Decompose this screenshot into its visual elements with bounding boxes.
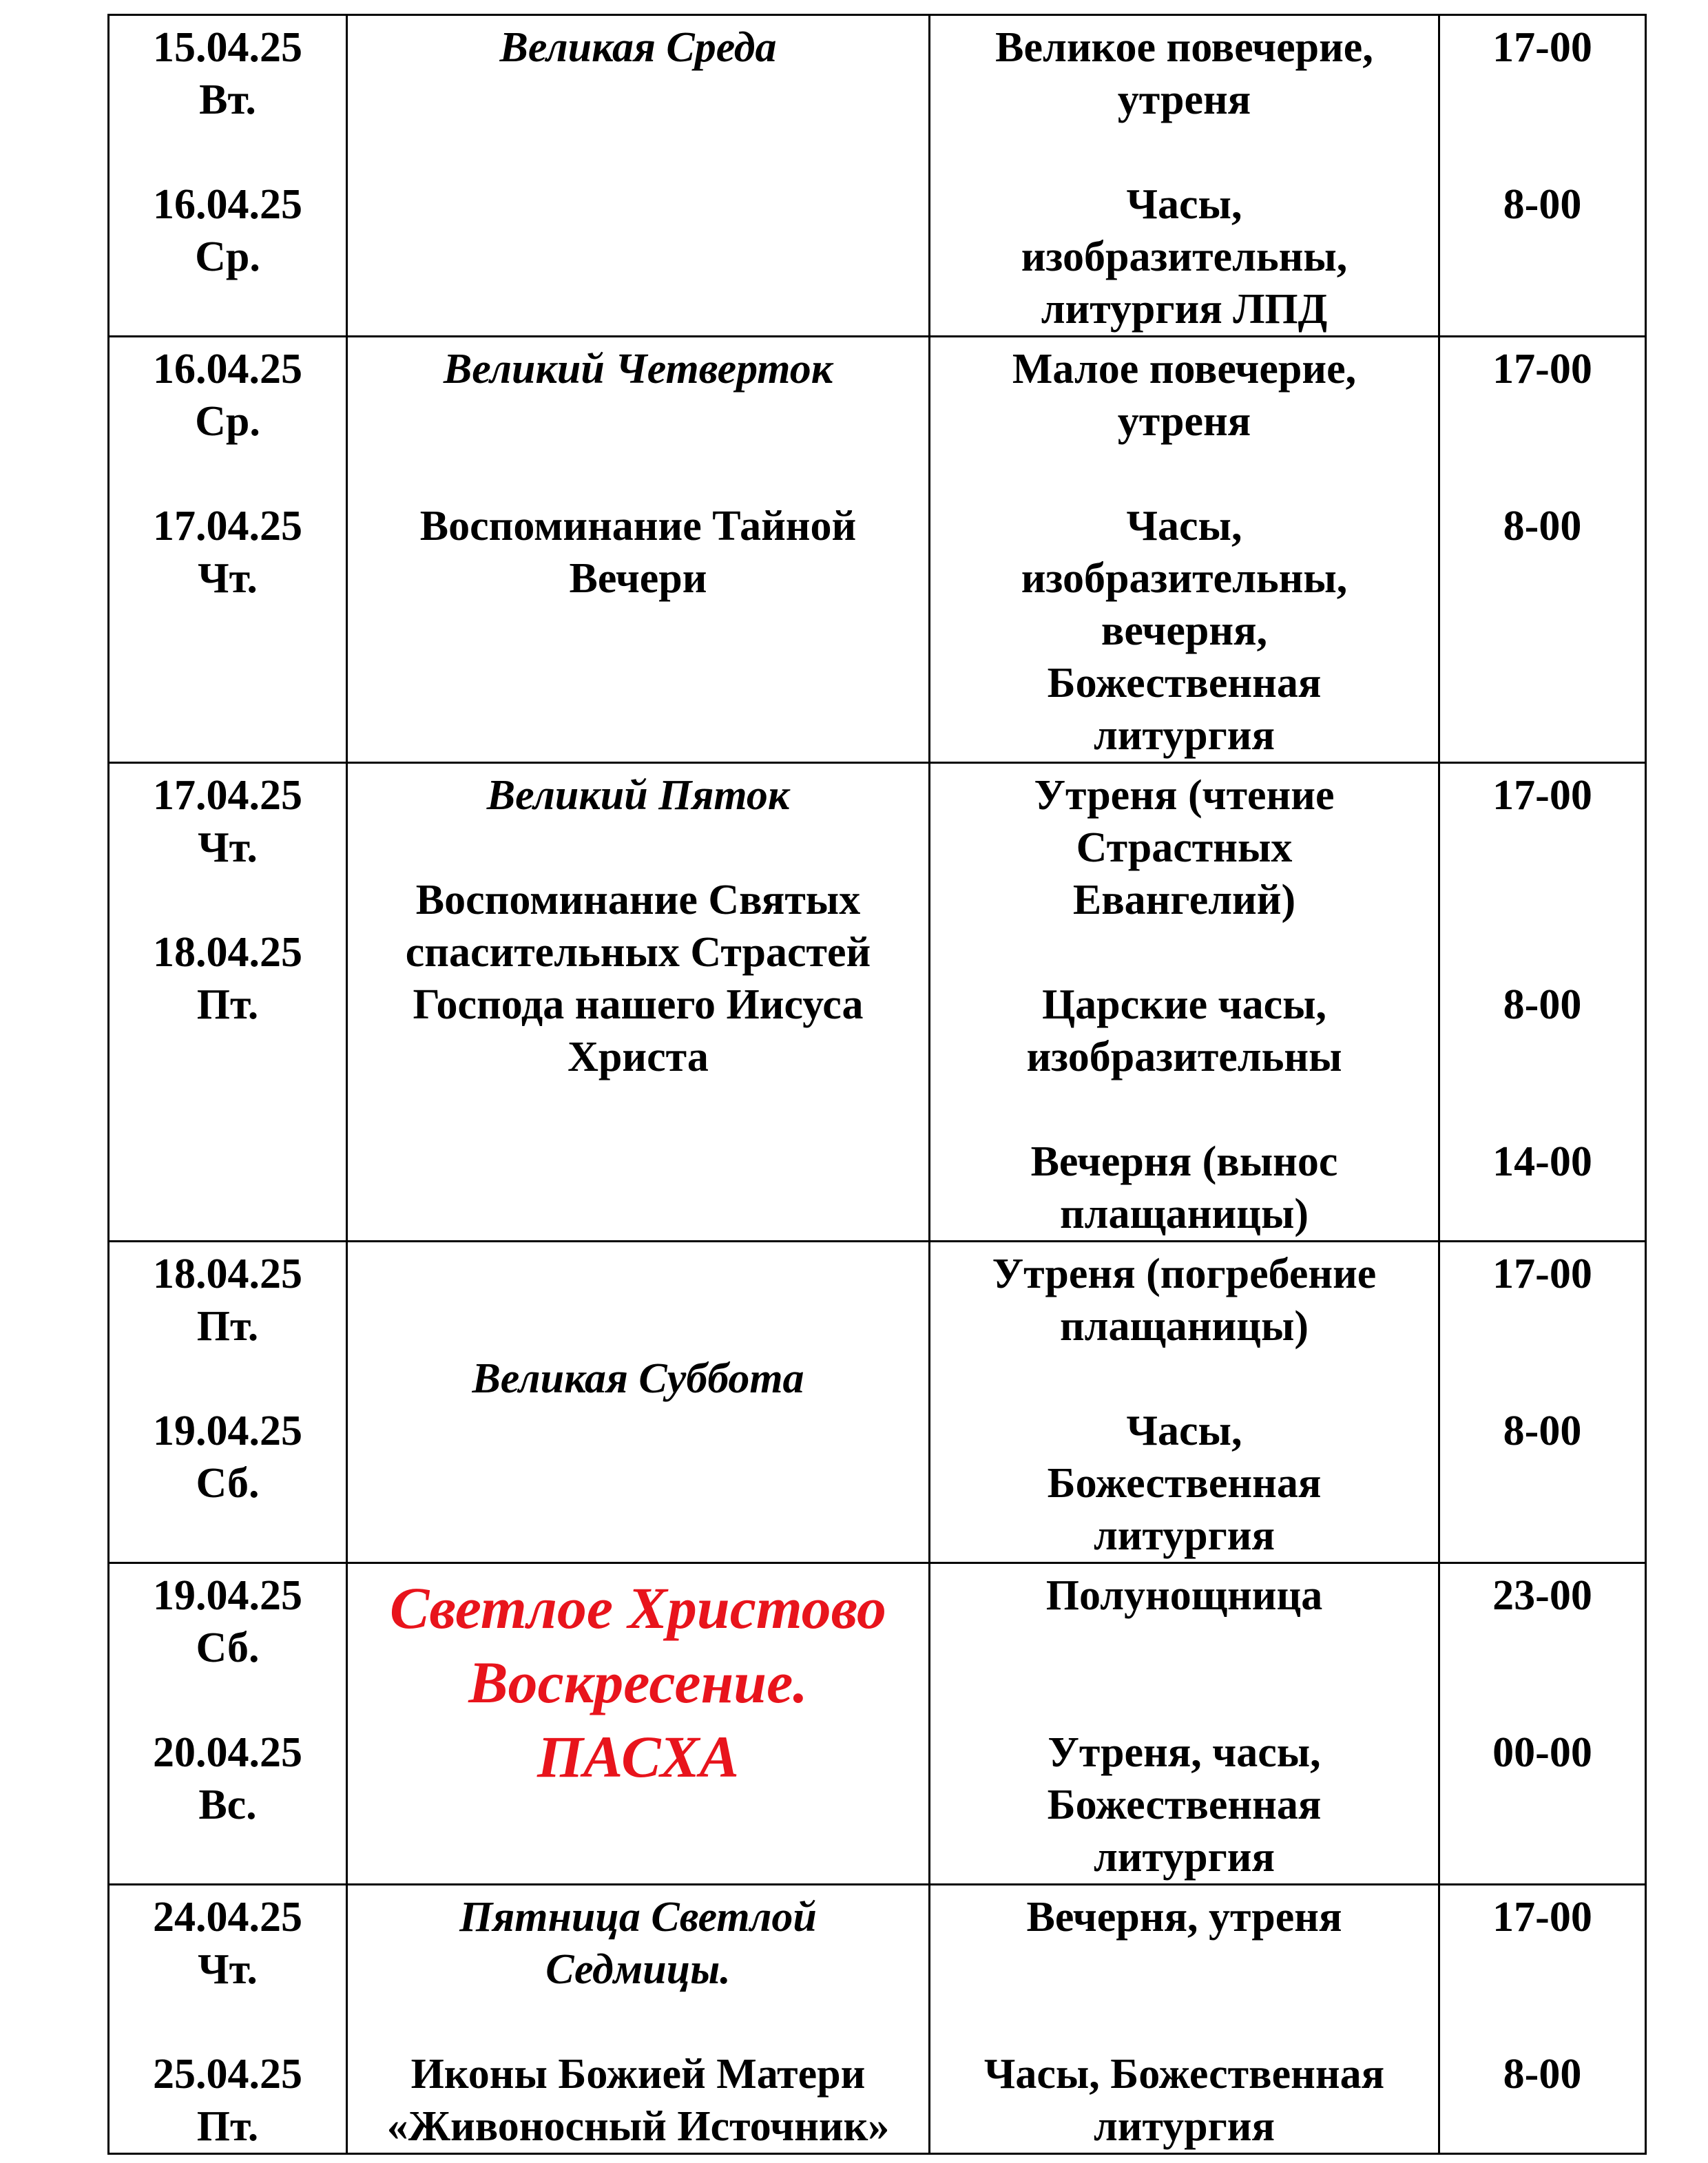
feast-title: Великая Среда	[499, 24, 777, 71]
feast-description: спасительных Страстей	[405, 929, 871, 976]
feast-description: Воспоминание Тайной	[419, 503, 857, 550]
date: 19.04.25	[153, 1408, 302, 1454]
service-line: Утреня (погребение	[992, 1251, 1377, 1297]
feast-description: «Живоносный Источник»	[386, 2103, 890, 2150]
service-time: 23-00	[1492, 1572, 1592, 1619]
time-cell	[1439, 1885, 1646, 2154]
time-cell	[1439, 15, 1646, 337]
service-time: 8-00	[1503, 503, 1582, 550]
service-line: литургия	[1093, 1512, 1275, 1559]
schedule-table	[107, 14, 1647, 2155]
date: 25.04.25	[153, 2051, 302, 2098]
service-time: 17-00	[1492, 346, 1592, 393]
service-line: вечерня,	[1101, 607, 1268, 654]
feast-title: Великая Суббота	[472, 1355, 804, 1402]
time-cell	[1439, 763, 1646, 1242]
date: 24.04.25	[153, 1894, 302, 1941]
service-line: Вечерня (вынос	[1030, 1138, 1338, 1185]
feast-title: Великий Пяток	[486, 772, 790, 819]
service-time: 8-00	[1503, 981, 1582, 1028]
service-time: 14-00	[1492, 1138, 1592, 1185]
schedule-row	[109, 1563, 1646, 1885]
date: 16.04.25	[153, 181, 302, 228]
weekday: Пт.	[196, 981, 259, 1028]
feast-description: Господа нашего Иисуса	[413, 981, 864, 1028]
date: 18.04.25	[153, 929, 302, 976]
weekday: Пт.	[196, 2103, 259, 2150]
pascha-title: Воскресение.	[468, 1649, 808, 1715]
service-line: Божественная	[1047, 1781, 1322, 1828]
service-line: Часы,	[1126, 1408, 1242, 1454]
time-cell	[1439, 337, 1646, 763]
service-time: 17-00	[1492, 24, 1592, 71]
schedule-row	[109, 337, 1646, 763]
service-line: литургия	[1093, 2103, 1275, 2150]
service-time: 8-00	[1503, 2051, 1582, 2098]
service-line: литургия	[1093, 1834, 1275, 1881]
feast-description: Иконы Божией Матери	[410, 2051, 866, 2098]
service-line: литургия	[1093, 712, 1275, 759]
date-cell	[109, 1242, 347, 1563]
service-cell	[930, 1563, 1439, 1885]
service-line: Часы, Божественная	[983, 2051, 1385, 2098]
schedule-row	[109, 1242, 1646, 1563]
date-cell	[109, 1885, 347, 2154]
feast-description: Воспоминание Святых	[415, 877, 861, 923]
service-time: 8-00	[1503, 181, 1582, 228]
weekday: Ср.	[195, 233, 260, 280]
service-cell	[930, 1885, 1439, 2154]
weekday: Пт.	[196, 1303, 259, 1350]
service-line: Полунощница	[1045, 1572, 1323, 1619]
service-line: Утреня (чтение	[1034, 772, 1335, 819]
feast-cell	[347, 1885, 930, 2154]
feast-cell	[347, 763, 930, 1242]
service-cell	[930, 15, 1439, 337]
service-cell	[930, 337, 1439, 763]
feast-description: Христа	[567, 1034, 709, 1080]
service-time: 8-00	[1503, 1408, 1582, 1454]
service-time: 17-00	[1492, 1894, 1592, 1941]
date-cell	[109, 15, 347, 337]
service-line: изобразительны	[1026, 1034, 1342, 1080]
time-cell	[1439, 1563, 1646, 1885]
schedule-row	[109, 15, 1646, 337]
feast-cell	[347, 15, 930, 337]
feast-cell	[347, 1563, 930, 1885]
service-line: изобразительны,	[1021, 233, 1348, 280]
weekday: Чт.	[198, 1946, 258, 1993]
service-line: литургия ЛПД	[1041, 286, 1328, 333]
weekday: Вс.	[198, 1781, 257, 1828]
weekday: Вт.	[199, 76, 256, 123]
date: 19.04.25	[153, 1572, 302, 1619]
service-line: Великое повечерие,	[995, 24, 1373, 71]
weekday: Сб.	[196, 1460, 260, 1507]
service-line: плащаницы)	[1059, 1191, 1309, 1237]
service-line: Божественная	[1047, 660, 1322, 707]
service-line: Утреня, часы,	[1048, 1729, 1321, 1776]
feast-title: Пятница Светлой	[459, 1894, 817, 1941]
schedule-row	[109, 763, 1646, 1242]
pascha-title: Светлое Христово	[390, 1575, 886, 1641]
service-line: изобразительны,	[1021, 555, 1348, 602]
service-time: 17-00	[1492, 1251, 1592, 1297]
service-line: Евангелий)	[1072, 877, 1296, 923]
date: 17.04.25	[153, 503, 302, 550]
service-line: Часы,	[1126, 503, 1242, 550]
date-cell	[109, 1563, 347, 1885]
time-cell	[1439, 1242, 1646, 1563]
service-cell	[930, 763, 1439, 1242]
service-line: утреня	[1117, 398, 1251, 445]
feast-cell	[347, 337, 930, 763]
service-line: утреня	[1117, 76, 1251, 123]
feast-description: Вечери	[569, 555, 707, 602]
service-line: Страстных	[1076, 824, 1293, 871]
service-time: 17-00	[1492, 772, 1592, 819]
feast-title: Великий Четверток	[443, 346, 833, 393]
service-time: 00-00	[1492, 1729, 1592, 1776]
weekday: Чт.	[198, 555, 258, 602]
weekday: Сб.	[196, 1624, 260, 1671]
schedule-row	[109, 1885, 1646, 2154]
feast-cell	[347, 1242, 930, 1563]
date: 17.04.25	[153, 772, 302, 819]
pascha-title: ПАСХА	[537, 1724, 740, 1790]
date: 15.04.25	[153, 24, 302, 71]
date: 16.04.25	[153, 346, 302, 393]
date: 18.04.25	[153, 1251, 302, 1297]
date: 20.04.25	[153, 1729, 302, 1776]
service-line: Вечерня, утреня	[1026, 1894, 1342, 1941]
date-cell	[109, 337, 347, 763]
service-cell	[930, 1242, 1439, 1563]
service-line: Малое повечерие,	[1012, 346, 1357, 393]
feast-title: Седмицы.	[545, 1946, 731, 1993]
service-line: плащаницы)	[1059, 1303, 1309, 1350]
date-cell	[109, 763, 347, 1242]
service-line: Часы,	[1126, 181, 1242, 228]
weekday: Ср.	[195, 398, 260, 445]
weekday: Чт.	[198, 824, 258, 871]
service-line: Божественная	[1047, 1460, 1322, 1507]
service-line: Царские часы,	[1041, 981, 1327, 1028]
